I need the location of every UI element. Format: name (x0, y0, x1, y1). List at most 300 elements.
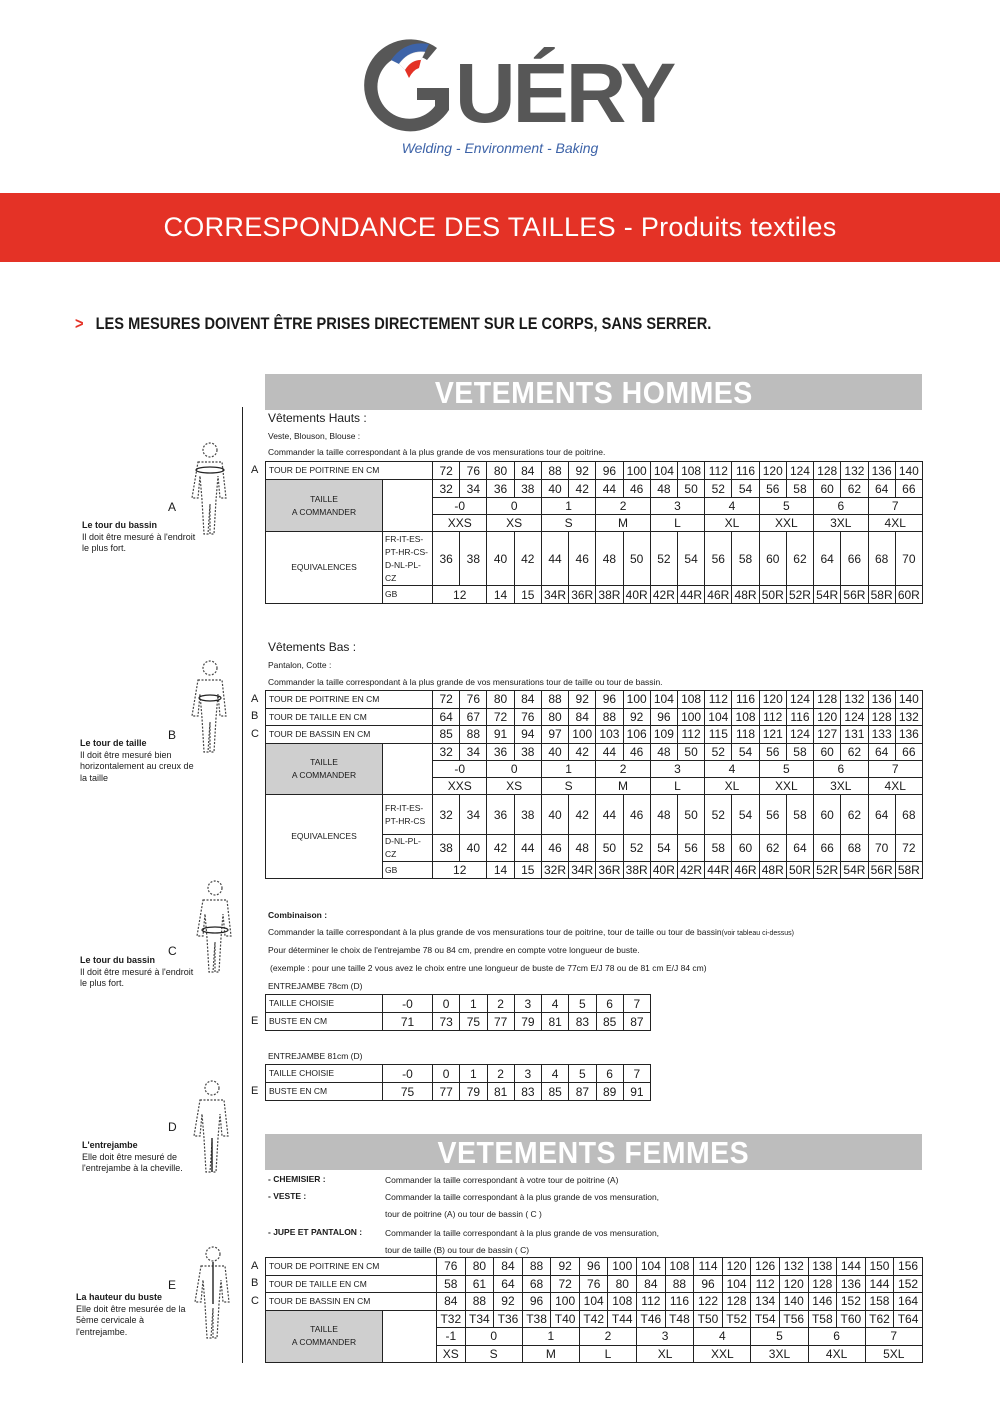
measure-cell: 128 (722, 1293, 751, 1311)
veste-text1: Commander la taille correspondant à la plus grande de vos mensuration, (385, 1192, 660, 1202)
measure-cell: 100 (551, 1293, 580, 1311)
taille-num-cell: 66 (895, 480, 922, 498)
section-title: VETEMENTS HOMMES (434, 375, 753, 410)
taille-num-cell: 64 (868, 743, 895, 761)
measure-cell: 100 (623, 691, 650, 709)
taille-num-cell: 42 (569, 743, 596, 761)
figure-letter-a: A (168, 500, 177, 514)
equiv-cell: 56R (841, 586, 868, 604)
poitrine-cell: 100 (623, 462, 650, 480)
taille-num-cell: 34 (460, 480, 487, 498)
row-letter-a: A (251, 693, 259, 705)
measure-cell: 116 (732, 691, 759, 709)
equiv-cell: 64 (814, 532, 841, 586)
measure-cell: 124 (786, 691, 813, 709)
taille-letter-cell: XXL (694, 1345, 751, 1363)
equiv-cell: 14 (487, 862, 514, 879)
note-title: Le tour du bassin (80, 955, 156, 965)
buste-cell: 87 (623, 1013, 650, 1031)
taille-code-cell: 0 (487, 761, 541, 778)
measure-cell: 76 (437, 1258, 466, 1276)
taille-code-cell: 6 (808, 1328, 865, 1346)
measure-cell: 84 (514, 691, 541, 709)
choice-cell: 7 (623, 995, 650, 1013)
poitrine-cell: 124 (786, 462, 813, 480)
taille-t-cell: T54 (751, 1310, 780, 1328)
note-text: Il doit être mesuré bien horizontalement au creux de la taille (80, 749, 194, 783)
equiv-cell: 36 (487, 795, 514, 835)
measure-cell: 92 (551, 1258, 580, 1276)
equiv-cell: 46 (623, 795, 650, 835)
taille-letter-cell: XS (437, 1345, 466, 1363)
equiv-cell: 68 (868, 532, 895, 586)
buste-cell: 81 (487, 1083, 514, 1101)
equiv-cell: 48 (596, 532, 623, 586)
blank-cell (383, 515, 433, 532)
equiv-cell: 58 (705, 835, 732, 862)
taille-num-cell: 40 (541, 480, 568, 498)
taille-code-cell: 4 (694, 1328, 751, 1346)
blank-cell (383, 743, 433, 761)
taille-t-cell: T58 (808, 1310, 837, 1328)
equiv-cell: 46R (732, 862, 759, 879)
taille-t-cell: T32 (437, 1310, 466, 1328)
figure-note-d (82, 1140, 197, 1175)
blank-cell (383, 498, 433, 515)
row-label: BUSTE EN CM (266, 1083, 383, 1101)
measure-cell: 84 (569, 708, 596, 726)
measure-cell: 108 (677, 691, 704, 709)
poitrine-cell: 140 (895, 462, 922, 480)
taille-num-cell: 58 (786, 743, 813, 761)
taille-code-cell: 5 (759, 498, 813, 515)
figure-note-a (82, 520, 197, 555)
row-label: TOUR DE TAILLE EN CM (266, 708, 433, 726)
taille-letter-cell: M (522, 1345, 579, 1363)
equiv-cell: 60 (759, 532, 786, 586)
equiv-cell: 60R (895, 586, 922, 604)
taille-letter-cell: XXL (759, 778, 813, 795)
measure-cell: 103 (596, 726, 623, 744)
measure-cell: 128 (814, 691, 841, 709)
equiv-cell: 58 (732, 532, 759, 586)
taille-letter-cell: 4XL (808, 1345, 865, 1363)
taille-code-cell: 7 (868, 498, 922, 515)
measure-cell: 76 (460, 691, 487, 709)
row-label: TAILLE A COMMANDER (266, 480, 383, 532)
taille-code-cell: 3 (650, 498, 704, 515)
veste-text2: tour de poitrine (A) ou tour de bassin ( C ) (385, 1209, 542, 1219)
equiv-cell: 38 (460, 532, 487, 586)
measure-cell: 100 (677, 708, 704, 726)
measure-cell: 121 (759, 726, 786, 744)
equiv-cell: 32R (541, 862, 568, 879)
taille-t-cell: T44 (608, 1310, 637, 1328)
banner-subtitle: - Produits textiles (615, 212, 837, 242)
note-title: La hauteur du buste (76, 1292, 163, 1302)
taille-t-cell: T64 (894, 1310, 923, 1328)
measure-cell: 120 (759, 691, 786, 709)
equiv-cell: 14 (487, 586, 514, 604)
taille-code-cell: 0 (465, 1328, 522, 1346)
taille-code-cell: 6 (814, 761, 868, 778)
poitrine-cell: 136 (868, 462, 895, 480)
row-label: TOUR DE POITRINE EN CM (266, 462, 433, 480)
poitrine-cell: 88 (541, 462, 568, 480)
equiv-label: D-NL-PL-CZ (383, 835, 433, 862)
row-label: TAILLE CHOISIE (266, 995, 383, 1013)
poitrine-cell: 104 (650, 462, 677, 480)
table-row (266, 1258, 923, 1276)
table-row (266, 1065, 651, 1083)
choice-cell: 7 (623, 1065, 650, 1083)
measure-cell: 122 (694, 1293, 723, 1311)
bas-size-table (265, 690, 923, 879)
note-title: L'entrejambe (82, 1140, 138, 1150)
equiv-cell: 64 (868, 795, 895, 835)
measure-cell: 104 (637, 1258, 666, 1276)
chemisier-label: - CHEMISIER : (268, 1174, 326, 1184)
taille-code-cell: 3 (650, 761, 704, 778)
poitrine-cell: 96 (596, 462, 623, 480)
measure-cell: 68 (522, 1275, 551, 1293)
poitrine-cell: 84 (514, 462, 541, 480)
taille-num-cell: 36 (487, 480, 514, 498)
choice-cell: -0 (383, 1065, 433, 1083)
figure-letter-c: C (168, 944, 177, 958)
equiv-cell: 48R (732, 586, 759, 604)
taille-code-cell: 7 (865, 1328, 922, 1346)
taille-letter-cell: XL (705, 515, 759, 532)
measure-cell: 152 (894, 1275, 923, 1293)
taille-letter-cell: XXS (433, 778, 487, 795)
measure-cell: 85 (433, 726, 460, 744)
taille-letter-cell: L (650, 778, 704, 795)
equiv-cell: 50 (677, 795, 704, 835)
guery-logo-graphic (365, 30, 674, 140)
equiv-cell: 36R (596, 862, 623, 879)
measure-cell: 108 (732, 708, 759, 726)
figure-letter-d: D (168, 1120, 177, 1134)
taille-num-cell: 38 (514, 480, 541, 498)
equiv-cell: 34 (460, 795, 487, 835)
measure-cell: 84 (637, 1275, 666, 1293)
measure-cell: 134 (751, 1293, 780, 1311)
measure-cell: 126 (751, 1258, 780, 1276)
row-label: TOUR DE BASSIN EN CM (266, 726, 433, 744)
table-row (266, 726, 923, 744)
measure-cell: 104 (650, 691, 677, 709)
equiv-cell: 56 (677, 835, 704, 862)
taille-code-cell: 1 (522, 1328, 579, 1346)
table-row (266, 1310, 923, 1328)
measure-cell: 64 (433, 708, 460, 726)
taille-letter-cell: 4XL (868, 778, 922, 795)
row-label: TOUR DE POITRINE EN CM (266, 691, 433, 709)
equiv-cell: 56 (759, 795, 786, 835)
equiv-cell: 52R (786, 586, 813, 604)
taille-code-cell: 4 (705, 761, 759, 778)
equiv-cell: 62 (841, 795, 868, 835)
bas-items: Pantalon, Cotte : (268, 660, 332, 670)
row-letter-b: B (251, 1277, 259, 1289)
choice-cell: 2 (487, 1065, 514, 1083)
choice-cell: 3 (514, 1065, 541, 1083)
equiv-cell: 36 (433, 532, 460, 586)
equiv-cell: 44 (541, 532, 568, 586)
measure-cell: 164 (894, 1293, 923, 1311)
taille-code-cell: 7 (868, 761, 922, 778)
measure-cell: 84 (494, 1258, 523, 1276)
taille-code-cell: -0 (433, 498, 487, 515)
figure-letter-e: E (168, 1278, 177, 1292)
buste-cell: 85 (596, 1013, 623, 1031)
combinaison-line3: (exemple : pour une taille 2 vous avez le choix entre une longueur de buste de 77cm E/J 78 ou de 81 cm E/J 84 cm) (270, 963, 707, 973)
equiv-cell: 32 (433, 795, 460, 835)
femmes-size-table (265, 1257, 923, 1363)
equiv-cell: 58 (786, 795, 813, 835)
combinaison-line2: Pour déterminer le choix de l'entrejambe 78 ou 84 cm, prendre en compte votre longueur de buste. (268, 945, 640, 955)
poitrine-cell: 128 (814, 462, 841, 480)
measure-cell: 132 (895, 708, 922, 726)
taille-t-cell: T40 (551, 1310, 580, 1328)
measure-cell: 100 (608, 1258, 637, 1276)
measure-cell: 128 (808, 1275, 837, 1293)
blank-cell (383, 1345, 437, 1363)
taille-letter-cell: 3XL (814, 515, 868, 532)
equiv-cell: 40 (541, 795, 568, 835)
taille-num-cell: 66 (895, 743, 922, 761)
measure-cell: 116 (665, 1293, 694, 1311)
measure-cell: 140 (895, 691, 922, 709)
row-label: EQUIVALENCES (266, 532, 383, 604)
buste-cell: 77 (433, 1083, 460, 1101)
blank-cell (383, 1328, 437, 1346)
equiv-cell: 54R (841, 862, 868, 879)
body-figure-icon-e (183, 1242, 243, 1342)
taille-num-cell: 44 (596, 743, 623, 761)
poitrine-cell: 76 (460, 462, 487, 480)
section-header-hommes (265, 374, 922, 410)
measure-cell: 118 (732, 726, 759, 744)
equiv-cell: 54R (814, 586, 841, 604)
measure-cell: 94 (514, 726, 541, 744)
measure-cell: 92 (494, 1293, 523, 1311)
taille-num-cell: 54 (732, 743, 759, 761)
taille-t-cell: T38 (522, 1310, 551, 1328)
measure-cell: 104 (705, 708, 732, 726)
taille-num-cell: 56 (759, 743, 786, 761)
taille-t-cell: T52 (722, 1310, 751, 1328)
taille-num-cell: 34 (460, 743, 487, 761)
measure-cell: 80 (465, 1258, 494, 1276)
note-title: Le tour de taille (80, 738, 147, 748)
row-label: TAILLE A COMMANDER (266, 1310, 383, 1363)
taille-letter-cell: XL (705, 778, 759, 795)
equiv-cell: 70 (895, 532, 922, 586)
taille-letter-cell: L (579, 1345, 636, 1363)
measure-cell: 128 (868, 708, 895, 726)
taille-code-cell: 2 (596, 761, 650, 778)
measure-cell: 108 (665, 1258, 694, 1276)
combinaison-line1 (268, 927, 794, 937)
measure-cell: 127 (814, 726, 841, 744)
svg-text:UÉRY: UÉRY (455, 46, 674, 140)
measure-cell: 88 (541, 691, 568, 709)
taille-letter-cell: 5XL (865, 1345, 922, 1363)
row-label: BUSTE EN CM (266, 1013, 383, 1031)
row-label: TAILLE CHOISIE (266, 1065, 383, 1083)
equiv-cell: 42R (650, 586, 677, 604)
buste-cell: 81 (542, 1013, 569, 1031)
measure-cell: 80 (487, 691, 514, 709)
choice-cell: 6 (596, 995, 623, 1013)
taille-num-cell: 42 (569, 480, 596, 498)
taille-num-cell: 46 (623, 743, 650, 761)
equiv-cell: 50 (623, 532, 650, 586)
buste-cell: 89 (596, 1083, 623, 1101)
entrejambe-78-title: ENTREJAMBE 78cm (D) (268, 981, 363, 991)
measure-cell: 80 (541, 708, 568, 726)
measure-cell: 97 (541, 726, 568, 744)
measure-cell: 96 (596, 691, 623, 709)
poitrine-cell: 108 (677, 462, 704, 480)
measure-cell: 112 (677, 726, 704, 744)
taille-letter-cell: XS (487, 515, 541, 532)
bas-title: Vêtements Bas : (268, 640, 357, 654)
choice-cell: 1 (460, 995, 487, 1013)
taille-num-cell: 64 (868, 480, 895, 498)
equiv-cell: 38R (596, 586, 623, 604)
equiv-cell: 44R (677, 586, 704, 604)
taille-code-cell: 5 (751, 1328, 808, 1346)
equiv-label: GB (383, 862, 433, 879)
table-row (266, 1083, 651, 1101)
equiv-cell: 60 (814, 795, 841, 835)
note-text: Elle doit être mesuré de l'entrejambe à la cheville. (82, 1151, 183, 1173)
equiv-cell: 70 (868, 835, 895, 862)
figure-note-b (80, 738, 195, 784)
note-text: Elle doit être mesurée de la 5ème cervicale à l'entrejambe. (76, 1303, 186, 1337)
taille-num-cell: 60 (814, 743, 841, 761)
section-header-femmes (265, 1134, 922, 1170)
measure-cell: 61 (465, 1275, 494, 1293)
equiv-cell: 48R (759, 862, 786, 879)
measure-cell: 144 (837, 1258, 866, 1276)
equiv-cell: 40R (623, 586, 650, 604)
choice-cell: 2 (487, 995, 514, 1013)
measure-cell: 92 (569, 691, 596, 709)
poitrine-cell: 92 (569, 462, 596, 480)
measure-cell: 120 (779, 1275, 808, 1293)
banner-title: CORRESPONDANCE DES TAILLES (163, 212, 616, 242)
buste-cell: 77 (487, 1013, 514, 1031)
equiv-cell: 66 (841, 532, 868, 586)
taille-num-cell: 60 (814, 480, 841, 498)
measure-cell: 72 (551, 1275, 580, 1293)
taille-t-cell: T48 (665, 1310, 694, 1328)
row-letter-c: C (251, 728, 259, 740)
equiv-cell: 52R (814, 862, 841, 879)
equiv-cell: 42 (569, 795, 596, 835)
arrow-icon: > (75, 314, 84, 333)
table-row (266, 691, 923, 709)
taille-t-cell: T42 (579, 1310, 608, 1328)
poitrine-cell: 120 (759, 462, 786, 480)
note-title: Le tour du bassin (82, 520, 158, 530)
taille-letter-cell: 4XL (868, 515, 922, 532)
taille-num-cell: 58 (786, 480, 813, 498)
taille-t-cell: T36 (494, 1310, 523, 1328)
taille-num-cell: 36 (487, 743, 514, 761)
measure-cell: 146 (808, 1293, 837, 1311)
measure-cell: 156 (894, 1258, 923, 1276)
equiv-cell: 52 (705, 795, 732, 835)
taille-code-cell: 2 (596, 498, 650, 515)
taille-num-cell: 50 (677, 743, 704, 761)
hauts-items: Veste, Blouson, Blouse : (268, 431, 361, 441)
equiv-cell: 42 (487, 835, 514, 862)
taille-code-cell: 5 (759, 761, 813, 778)
equiv-cell: 12 (433, 586, 487, 604)
taille-code-cell: 4 (705, 498, 759, 515)
row-label: TOUR DE BASSIN EN CM (266, 1293, 437, 1311)
measure-cell: 91 (487, 726, 514, 744)
measure-cell: 116 (786, 708, 813, 726)
table-row (266, 532, 923, 586)
equiv-cell: 72 (895, 835, 922, 862)
entrejambe-81-title: ENTREJAMBE 81cm (D) (268, 1051, 363, 1061)
measure-cell: 88 (665, 1275, 694, 1293)
taille-num-cell: 56 (759, 480, 786, 498)
buste-cell: 71 (383, 1013, 433, 1031)
choice-cell: 0 (433, 1065, 460, 1083)
measure-cell: 158 (865, 1293, 894, 1311)
taille-num-cell: 62 (841, 480, 868, 498)
measure-cell: 76 (514, 708, 541, 726)
taille-num-cell: 48 (650, 743, 677, 761)
buste-cell: 79 (514, 1013, 541, 1031)
equiv-cell: 48 (569, 835, 596, 862)
taille-t-cell: T60 (837, 1310, 866, 1328)
equiv-cell: 44 (514, 835, 541, 862)
equiv-cell: 68 (841, 835, 868, 862)
jupe-text1: Commander la taille correspondant à la plus grande de vos mensuration, (385, 1228, 660, 1238)
equiv-cell: 50R (786, 862, 813, 879)
table-row (266, 795, 923, 835)
row-letter-a: A (251, 464, 259, 476)
equiv-cell: 42 (514, 532, 541, 586)
measure-cell: 76 (579, 1275, 608, 1293)
taille-letter-cell: M (596, 515, 650, 532)
choice-cell: 0 (433, 995, 460, 1013)
measure-cell: 144 (865, 1275, 894, 1293)
equiv-cell: 56R (868, 862, 895, 879)
buste-cell: 79 (460, 1083, 487, 1101)
taille-code-cell: 2 (579, 1328, 636, 1346)
measure-cell: 109 (650, 726, 677, 744)
equiv-cell: 58R (895, 862, 922, 879)
choice-cell: 4 (542, 995, 569, 1013)
equiv-cell: 46 (541, 835, 568, 862)
equiv-label: FR-IT-ES-PT-HR-CS-D-NL-PL-CZ (383, 532, 433, 586)
measure-cell: 150 (865, 1258, 894, 1276)
equiv-cell: 15 (514, 586, 541, 604)
equiv-cell: 68 (895, 795, 922, 835)
row-letter-a: A (251, 1260, 259, 1272)
note-text: Il doit être mesuré à l'endroit le plus fort. (82, 531, 196, 553)
measure-cell: 88 (522, 1258, 551, 1276)
